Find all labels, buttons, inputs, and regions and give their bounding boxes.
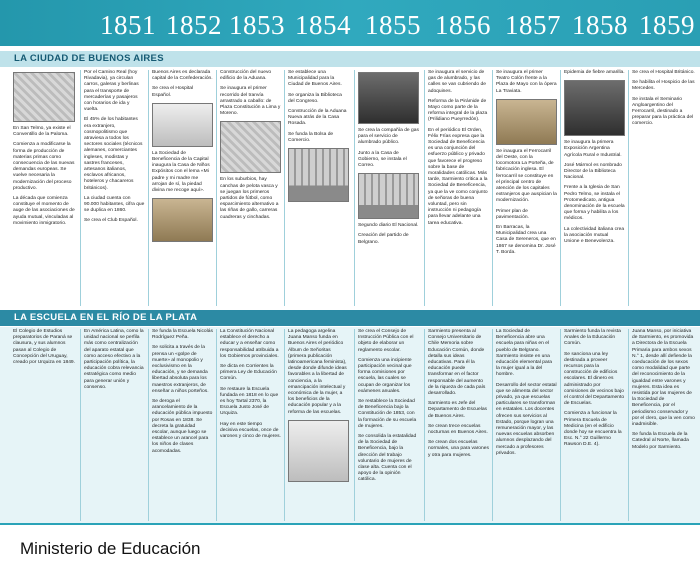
escuela-entry: Se crean dos escuelas normales, una para varones y otra para mujeres. bbox=[428, 440, 489, 458]
escuela-entry: El Colegio de Estudios preparatorios de Paraná se clausura, y sus alumnos pasan al Colegio de Concepción del Uruguay, creado por Urquiza en 1849. bbox=[13, 329, 75, 366]
divider bbox=[0, 46, 700, 50]
year-1858: 1858 bbox=[572, 10, 628, 40]
escuela-entry: Se solicita a través de la prensa un «golpe de muerte» al monopolio y exclusivismo en la educación, y se demanda libertad absoluta para los maestros extranjeros, de enseñar a niños porteños. bbox=[152, 345, 209, 394]
ciudad-entry: Se inaugura la primera Exposición Argentina Agrícola Rural e Industrial. bbox=[564, 140, 622, 158]
ciudad-entry: Se crea el Hospital Británico. bbox=[632, 70, 695, 75]
ciudad-entry: Se instala el Seminario Angloargentino del Ferrocarril, destinado a preparar para la práctica del comercio. bbox=[632, 96, 694, 127]
escuela-entry: La Constitución Nacional establece el derecho a educar y a enseñar como responsabilidad atribuida a los Gobiernos provinciales. bbox=[220, 329, 279, 359]
section-title-escuela: LA ESCUELA EN EL RÍO DE LA PLATA bbox=[14, 312, 198, 323]
ciudad-entry: Epidemia de fiebre amarilla. bbox=[564, 70, 625, 75]
escuela-entry: Sarmiento es Jefe del Departamento de Escuelas de Buenos Aires. bbox=[428, 401, 487, 419]
ciudad-entry: La ciudad cuenta con 90.000 habitantes, cifra que se duplica en 1860. bbox=[84, 195, 145, 214]
ciudad-entry: En los suburbios, hay canchas de pelota vasca y se juegan los primeros partidos de fútbol, como esparcimiento alternativo a las riñas de gallo, carreras cuadreras y cinchadas. bbox=[220, 177, 279, 220]
ciudad-entry: Se inaugura el servicio de gas de alumbrado, y las calles se van cubriendo de adoquines. bbox=[428, 70, 486, 94]
ciudad-entry: Se crea la compañía de gas para el servicio de alumbrado público. bbox=[358, 128, 419, 146]
section-title-ciudad: LA CIUDAD DE BUENOS AIRES bbox=[14, 53, 164, 64]
year-1855: 1855 bbox=[365, 10, 421, 40]
escuela-entry: Comienza a funcionar la Primera Escuela de Medicina (en el edificio donde hoy se encuentra la Esc. N.° 22 Guillermo Rawson D.E. 4). bbox=[564, 411, 622, 448]
ciudad-entry: Se establece una Municipalidad para la Ciudad de Buenos Aires. bbox=[288, 70, 342, 88]
ciudad-column-1859a bbox=[560, 70, 628, 306]
escuela-entry: En América Latina, como la unidad nacional se perfila más como centralización del aparato estatal que como acceso efectivo a la participación política, la educación cobra relevancia estratégica como medio para generar unión y consenso. bbox=[84, 329, 144, 390]
ciudad-entry: Creación del partido de Belgrano. bbox=[358, 233, 409, 245]
aduana-building-photo bbox=[288, 148, 349, 202]
ciudad-column-1856 bbox=[354, 70, 422, 306]
section-header-ciudad bbox=[0, 51, 700, 67]
escuela-column-1856 bbox=[354, 329, 422, 521]
escuela-entry: Desarrollo del sector estatal que se alimenta del sector privado, ya que escuelas particulares se transforman en estatales. Los docentes ofrecen sus servicios al Estado, porque logran una remuneración mayor, y las nuevas escuelas absorben alumnos desplazando del mercado a profesores privados. bbox=[496, 382, 557, 456]
ministry-name: Ministerio de Educación bbox=[20, 539, 201, 558]
ciudad-entry: En el periódico El Orden, Félix Frías expresa que la Sociedad de Beneficencia es una conjunción del esfuerzo público y privado que favorece el progreso sobre la base de moralidades católicas. Más tarde, Sarmiento critica a la Sociedad de Beneficencia, ya que la ve como conjunto de señoras de buena voluntad, pero sin instrucción ni pedagogía para llevar adelante una tarea educativa. bbox=[428, 127, 488, 226]
ciudad-column-1854 bbox=[216, 70, 284, 306]
escuela-entry: Se consolida la estatalidad de la Sociedad de Beneficencia, bajo la dirección del trabajo voluntario de mujeres de clase alta. Cuenta con el apoyo de la opinión católica. bbox=[358, 434, 417, 483]
ciudad-entry: Se inaugura el primer Teatro Colón frente a la Plaza de Mayo con la ópera La Traviata. bbox=[496, 70, 557, 94]
ciudad-entry: Por el Camino Real (hoy Rivadavia), ya circulan carros, galeras y berlinas para el transporte de mercaderías y pasajeros con horarios de ida y vuelta. bbox=[84, 70, 139, 113]
ciudad-column-1858 bbox=[492, 70, 560, 306]
escuela-entry: Comienza una incipiente participación vecinal que forma comisiones por escuela, las cuales se ocupan de organizar los exámenes anuales. bbox=[358, 357, 412, 394]
year-1852: 1852 bbox=[166, 10, 222, 40]
escuela-entry: Se sanciona una ley destinada a proveer recursos para la construcción de edificios escolares. El dinero es administrado por comisiones de vecinos bajo el control del Departamento de Escuelas. bbox=[564, 351, 625, 407]
escuela-entry: Se dicta en Corrientes la primera Ley de Educación Común. bbox=[220, 364, 277, 382]
escuela-column-1855 bbox=[284, 329, 352, 521]
ciudad-entry: Se crea el Hospital Español. bbox=[152, 86, 194, 98]
ciudad-entry: El 45% de los habitantes era extranjero, cosmopolitismo que atraviesa a todos los sectores sociales (técnicos alemanes, comerciantes ingleses, modistas y sastres franceses, artesanos italianos, esclavos africanos, hoteleros y chacareros británicos). bbox=[84, 117, 143, 191]
year-1859: 1859 bbox=[639, 10, 695, 40]
hospital-photo bbox=[152, 103, 213, 147]
year-header-band bbox=[0, 0, 700, 46]
casa-ninos-emblem-image bbox=[152, 198, 213, 242]
year-1856: 1856 bbox=[435, 10, 491, 40]
ciudad-entry: Se funda la Bolsa de Comercio. bbox=[288, 131, 334, 143]
ciudad-column-1853 bbox=[148, 70, 216, 306]
escuela-timeline-row bbox=[0, 327, 700, 523]
escuela-column-1851 bbox=[10, 329, 78, 521]
ciudad-entry: Se habilita el Hospicio de las Mercedes. bbox=[632, 80, 695, 92]
ciudad-entry: Junto a la Casa de Gobierno, se instala el Correo. bbox=[358, 150, 407, 169]
escuela-entry: La pedagoga argelina Juana Manso funda en Buenos Aires el periódico Álbum de Señoritas (primera publicación latinoamericana feminista), desde donde difunde ideas favorables a la libertad de conciencia, a la emancipación intelectual y económica de la mujer, a los beneficios de la educación popular y a la reforma de las escuelas. bbox=[288, 329, 347, 415]
ciudad-entry: Segundo diario El Nacional. bbox=[358, 223, 419, 229]
year-1854: 1854 bbox=[295, 10, 351, 40]
ciudad-entry: Comienza a modificarse la forma de producción de materias primas como consecuencia de las nuevas demandas europeas. Se vuelve necesaria la modernización del proceso productivo. bbox=[13, 142, 75, 191]
gas-company-photo bbox=[358, 72, 419, 124]
ciudad-column-1851 bbox=[10, 70, 78, 306]
ciudad-entry: Construcción de la Aduana Nueva atrás de la Casa Rosada. bbox=[288, 109, 347, 127]
correo-building-photo bbox=[358, 173, 419, 219]
ciudad-entry: La colectividad italiana crea la asociación mutual Unione e Benevolenza. bbox=[564, 226, 625, 245]
ciudad-entry: Se crea el Club Español. bbox=[84, 218, 138, 224]
conventillo-photo bbox=[13, 72, 75, 122]
ciudad-timeline-row bbox=[0, 68, 700, 308]
ciudad-entry: Buenos Aires es declarada capital de la Confederación. bbox=[152, 70, 213, 82]
juana-manso-portrait bbox=[288, 420, 349, 482]
escuela-entry: La Sociedad de Beneficencia abre una escuela para niñas en el pueblo de Belgrano. Sarmiento insiste en una educación elemental para la mujer igual a la del hombre. bbox=[496, 329, 553, 378]
escuela-column-1852 bbox=[80, 329, 148, 521]
ciudad-entry: Frente a la Iglesia de San Pedro Telmo, se instala el Protomedicato, antigua denominación de la escuela que forma y habilita a los médicos. bbox=[564, 185, 625, 222]
escuela-column-1858 bbox=[492, 329, 560, 521]
escuela-entry: Se crea el Consejo de Instrucción Pública con el objeto de elaborar un reglamento escolar. bbox=[358, 329, 414, 353]
ciudad-entry: Primer plan de pavimentación. bbox=[496, 208, 529, 220]
ciudad-entry: La década que comienza constituye el momento de auge de las asociaciones de ayuda mutual, vinculadas al movimiento inmigratorio. bbox=[13, 196, 75, 226]
escuela-column-1854 bbox=[216, 329, 284, 521]
ciudad-column-1857 bbox=[424, 70, 492, 306]
section-header-escuela bbox=[0, 310, 700, 326]
ciudad-column-1855 bbox=[284, 70, 352, 306]
ciudad-entry: En San Telmo, ya existe el Conventillo de la Paloma. bbox=[13, 126, 71, 138]
ciudad-entry: Se inaugura el Ferrocarril del Oeste, con la locomotora La Porteña, de fabricación inglesa. El ferrocarril se constituye en el principal centro de atención de los capitales extranjeros que auspician la modernización. bbox=[496, 148, 557, 204]
ciudad-column-1852 bbox=[80, 70, 148, 306]
escuela-column-1857 bbox=[424, 329, 492, 521]
escuela-column-1859b bbox=[628, 329, 698, 521]
escuela-entry: Se crean trece escuelas nocturnas en Buenos Aires. bbox=[428, 423, 488, 436]
locomotora-photo bbox=[496, 99, 557, 145]
escuela-entry: Se restaure la Escuela fundada en 1818 en lo que es hoy Tartal 2370, la Escuela Justo José de Urquiza. bbox=[220, 386, 279, 417]
escuela-entry: Sarmiento funda la revista Anales de la Educación Común. bbox=[564, 329, 621, 347]
escuela-entry: Sarmiento presenta al Consejo Universitario de Chile Memoria sobre Educación Común, donde detalla sus ideas educativas. Para él la educación puede transformar en el factor responsable del aumento de la riqueza de cada país desarrollado. bbox=[428, 329, 486, 397]
ciudad-entry: Construcción del nuevo edificio de la Aduana. bbox=[220, 70, 272, 82]
ciudad-column-1859b bbox=[628, 70, 698, 306]
escuela-column-1853 bbox=[148, 329, 216, 521]
ciudad-entry: Se organiza la Biblioteca del Congreso. bbox=[288, 92, 342, 104]
year-1853: 1853 bbox=[229, 10, 285, 40]
escuela-column-1859a bbox=[560, 329, 628, 521]
ciudad-entry: José Mármol es nombrado Director de la Biblioteca Nacional. bbox=[564, 162, 622, 181]
footer bbox=[0, 523, 700, 574]
tranvia-illustration bbox=[220, 121, 281, 173]
escuela-entry: Se funda la Escuela Nicolás Rodríguez Peña. bbox=[152, 329, 213, 341]
year-1857: 1857 bbox=[505, 10, 561, 40]
escuela-entry: Se deroga el arancelamiento de la educación pública impuesto por Rosas en 1838. Se decreta la gratuidad escolar, aunque luego se establece un arancel para los niños de clases acomodadas. bbox=[152, 399, 213, 454]
escuela-entry: Hay en este tiempo decisiva escuelas, once de varones y cinco de mujeres. bbox=[220, 421, 281, 440]
escuela-entry: Se funda la Escuela de la Catedral al Norte, llamada Modelo por Sarmiento. bbox=[632, 432, 689, 450]
ciudad-entry: La Sociedad de Beneficencia de la Capital inaugura la Casa de Niños Expósitos con el lema «Mi padre y mi madre me arrojan de sí, la piedad divina me recoge aquí». bbox=[152, 150, 210, 194]
ciudad-entry: Reforma de la Pirámide de Mayo como parte de la reforma integral de la plaza (Prilidiano Pueyrredón). bbox=[428, 98, 488, 123]
fiebre-amarilla-image bbox=[564, 80, 625, 136]
ciudad-entry: En Barracas, la Municipalidad crea una Casa de Sereneros, que en 1867 se denomina Dr. José T. Borda. bbox=[496, 225, 556, 255]
escuela-entry: Se restablece la Sociedad de Beneficencia bajo la Constitución de 1853, con la formación de su escuela de mujeres. bbox=[358, 399, 417, 429]
escuela-entry: Juana Manso, por iniciativa de Sarmiento, es promovida a Directora de la Escuela Primaria para ambos sexos N.° 1, desde allí defiende la coeducación de los sexos como modalidad que parte del reconocimiento de la igualdad entre varones y mujeres. Esta idea es resistida por las mujeres de la Sociedad de Beneficencia, por el periodismo conservador y por el clero, que la ven como inadmisible. bbox=[632, 329, 695, 428]
year-1851: 1851 bbox=[100, 10, 156, 40]
ciudad-entry: Se inaugura el primer recorrido del tranvía arrastrado a caballo: de Plaza Constitución a Lima y Moreno. bbox=[220, 86, 281, 117]
